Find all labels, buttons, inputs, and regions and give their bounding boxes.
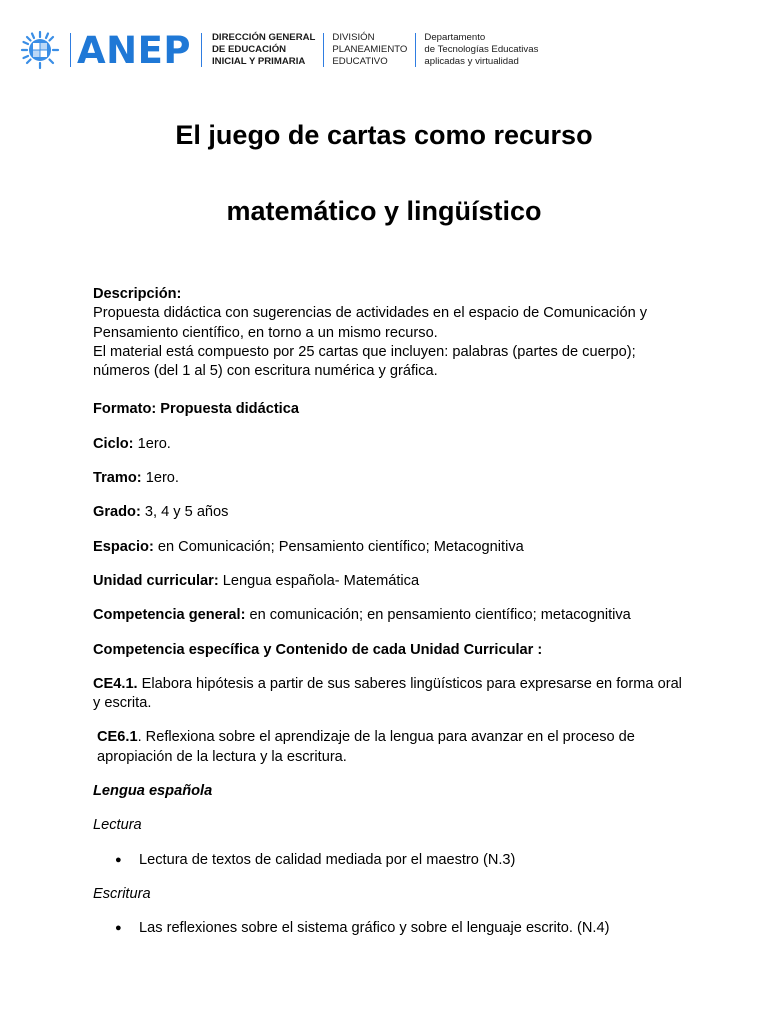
uruguay-seal-icon — [20, 30, 60, 70]
unidad-curricular-line: Unidad curricular: Lengua española- Matemática — [93, 572, 420, 589]
descripcion-label: Descripción: — [93, 286, 182, 302]
competencia-general-line: Competencia general: en comunicación; en pensamiento científico; metacognitiva — [93, 607, 631, 624]
page-title-line-1: El juego de cartas como recurso — [175, 120, 593, 150]
header-divider — [70, 33, 71, 67]
header-divider — [415, 33, 416, 67]
document-body — [93, 285, 683, 939]
ce4-paragraph: CE4.1. Elabora hipótesis a partir de sus saberes lingüísticos para expresarse en forma oral y escrita. — [93, 675, 682, 712]
escritura-list — [93, 919, 683, 938]
anep-logo: ANEP — [77, 28, 191, 72]
org-departamento-tecnologias: Departamento de Tecnologías Educativas aplicadas y virtualidad — [424, 31, 539, 68]
espacio-line: Espacio: en Comunicación; Pensamiento científico; Metacognitiva — [93, 538, 524, 555]
competencia-especifica-heading: Competencia específica y Contenido de cada Unidad Curricular : — [93, 641, 543, 658]
grado-line: Grado: 3, 4 y 5 años — [93, 504, 229, 521]
list-item: ● Las reflexiones sobre el sistema gráfico y sobre el lenguaje escrito. (N.4) — [93, 919, 683, 938]
descripcion-paragraph-2: El material está compuesto por 25 cartas que incluyen: palabras (partes de cuerpo); números (del 1 al 5) con escritura numérica y gráfica. — [93, 343, 636, 380]
ciclo-line: Ciclo: 1ero. — [93, 435, 171, 452]
descripcion-paragraph-1: Propuesta didáctica con sugerencias de actividades en el espacio de Comunicación y Pensamiento científico, en torno a un mismo recurso. — [93, 305, 648, 341]
org-direccion-general: DIRECCIÓN GENERAL DE EDUCACIÓN INICIAL Y PRIMARIA — [212, 31, 316, 68]
page-title-line-2: matemático y lingüístico — [226, 196, 542, 226]
lengua-espanola-heading: Lengua española — [93, 783, 213, 800]
lectura-label: Lectura — [93, 817, 142, 834]
formato-line: Formato: Propuesta didáctica — [93, 401, 299, 418]
tramo-line: Tramo: 1ero. — [93, 470, 179, 487]
header-divider — [323, 33, 324, 67]
escritura-label: Escritura — [93, 885, 151, 902]
list-item: ● Lectura de textos de calidad mediada por el maestro (N.3) — [93, 851, 683, 870]
header-divider — [201, 33, 202, 67]
org-division-planeamiento: DIVISIÓN PLANEAMIENTO EDUCATIVO — [332, 31, 408, 68]
lectura-list — [93, 851, 683, 870]
page-header — [20, 26, 538, 74]
ce6-paragraph: CE6.1. Reflexiona sobre el aprendizaje de la lengua para avanzar en el proceso de apropiación de la lectura y la escritura. — [97, 729, 635, 765]
